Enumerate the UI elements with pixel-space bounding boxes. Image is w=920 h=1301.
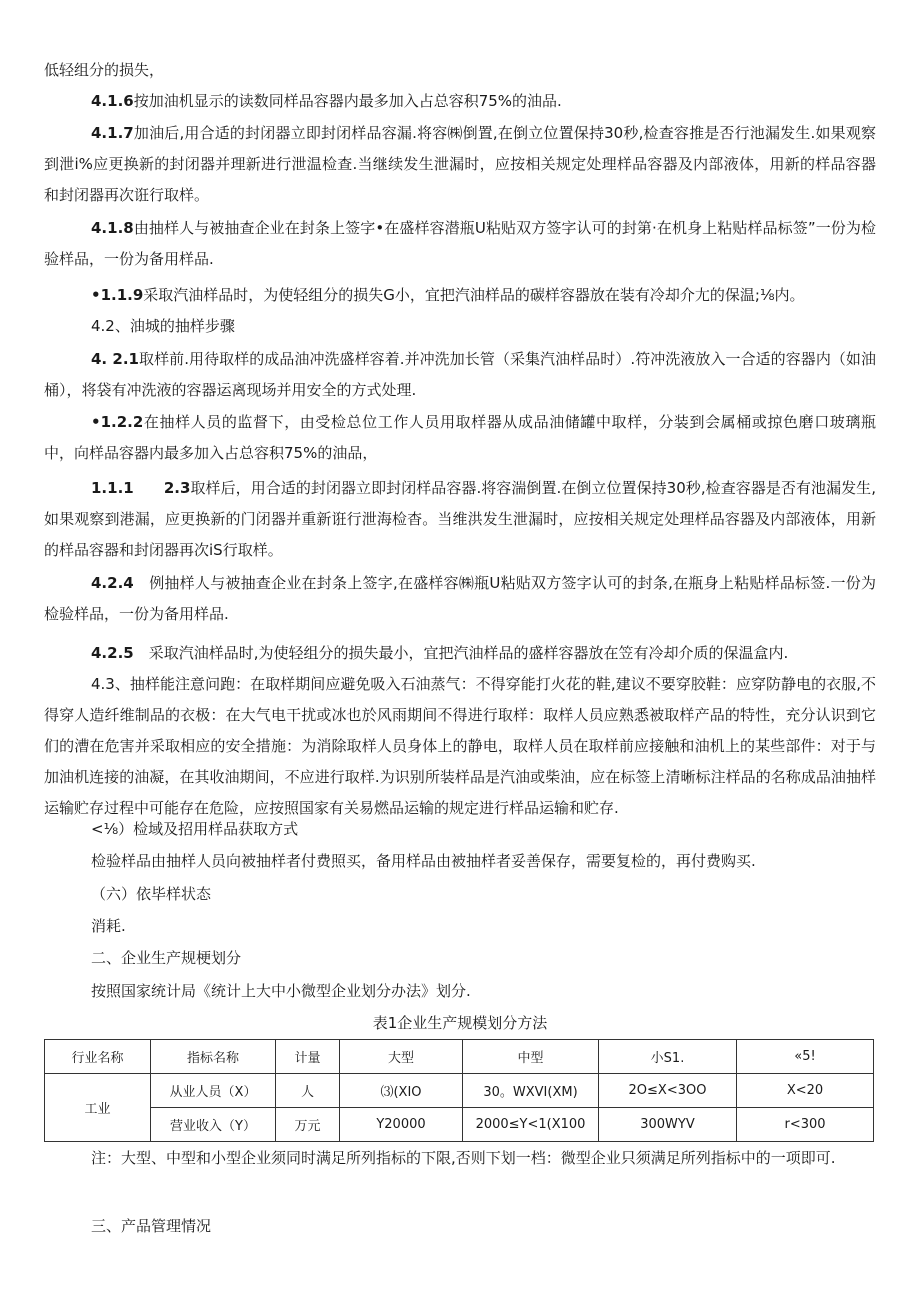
table-cell: 从业人员（X） [151, 1074, 276, 1108]
table-cell: X<20 [737, 1074, 874, 1108]
para-4-2-4: 4.2.4 例抽样人与被抽查企业在封条上签字,在盛样容㈱瓶U粘贴双方签字认可的封条,在瓶身上粘贴样品标签.一份为检验样品，一份为备用样品. [44, 574, 876, 623]
para-1-1-9: •1.1.9采取汽油样品时，为使轻组分的损失G小，宜把汽油样品的碳样容器放在装有冷却介尢的保温;⅛内。 [91, 286, 805, 304]
enterprise-size-table [44, 1039, 874, 1142]
para-consumed: 消耗. [91, 917, 126, 935]
table-row [45, 1108, 874, 1142]
table-caption: 表1企业生产规模划分方法 [372, 1014, 548, 1032]
table-header-cell: «5! [737, 1040, 874, 1074]
table-cell: ⑶(XIO [340, 1074, 463, 1108]
heading-4-2: 4.2、油城的抽样步骤 [91, 317, 235, 335]
table-cell: 人 [276, 1074, 340, 1108]
para-4-2-1: 4. 2.1取样前.用待取样的成品油冲洗盛样容着.并冲洗加长管（采集汽油样品时）.符冲洗液放入一合适的容器内（如油桶），将袋有冲洗液的容器运离现场并用安全的方式处理. [44, 350, 876, 399]
para-classification: 按照国家统计局《统计上大中小微型企业划分办法》划分. [91, 982, 471, 1000]
table-cell: 300WYV [599, 1108, 737, 1142]
table-cell: 2O≤X<3OO [599, 1074, 737, 1108]
para-sample-purchase: 检验样品由抽样人员向被抽样者付费照买，备用样品由被抽样者妥善保存，需要复检的，再付费购买. [91, 852, 756, 870]
table-cell: 30。WXVI(XM) [463, 1074, 599, 1108]
para-4-1-7: 4.1.7加油后,用合适的封闭器立即封闭样品容漏.将容㈱倒置,在倒立位置保持30秒,检查容推是否行池漏发生.如果观察到泄i%应更换新的封闭器并理新进行泄温检查.当继续发生泄漏时，应按相关规定处理样品容器及内部液体，用新的样品容器和封闭器再次诳行取样。 [44, 124, 876, 204]
para-4-1-8: 4.1.8由抽样人与被抽查企业在封条上签字•在盛样容潜瓶U粘贴双方签字认可的封第·在机身上粘贴样品标签”一份为检验样品，一份为备用样品. [44, 219, 876, 268]
table-cell: 万元 [276, 1108, 340, 1142]
para-1-2-2: •1.2.2在抽样人员的监督下，由受检总位工作人员用取样器从成品油储罐中取样，分装到会属桶或掠色磨口玻璃瓶中，向样品容器内最多加入占总容积75%的油品， [44, 413, 876, 462]
table-header-cell: 大型 [340, 1040, 463, 1074]
heading-section-2: 二、企业生产规梗划分 [91, 949, 242, 967]
table-cell: r<300 [737, 1108, 874, 1142]
table-cell: Y20000 [340, 1108, 463, 1142]
table-industry-cell: 工业 [45, 1074, 151, 1142]
table-header-cell: 中型 [463, 1040, 599, 1074]
table-note: 注：大型、中型和小型企业须同时满足所列指标的下限,否则下划一档：微型企业只须满足所列指标中的一项即可. [91, 1149, 836, 1167]
para-4-2-5: 4.2.5 采取汽油样品时,为使轻组分的损失最小，宜把汽油样品的盛样容器放在笠有冷却介质的保温盒内. [91, 644, 789, 662]
para-4-1-6: 4.1.6按加油机显示的读数同样品容器内最多加入占总容积75%的油品. [91, 92, 562, 110]
heading-section-3: 三、产品管理情况 [91, 1217, 212, 1235]
para-4-3: 4.3、抽样能注意问跑：在取样期间应避免吸入石油蒸气：不得穿能打火花的鞋,建议不要穿胶鞋：应穿防静电的衣服,不得穿人造纤维制品的衣极：在大气电干扰或冰也於风雨期间不得进行取样：取样人员应熟悉被取样产品的特性，充分认识到它们的漕在危害并采取相应的安全措施：为消除取样人员身体上的静电，取样人员在取样前应接触和油机上的某些部件：对于与加油机连接的油凝，在其收油期间，不应进行取样.为识别所装样品是汽油或柴油，应在标签上清晰标注样品的名称成品油抽样运输贮存过程中可能存在危险，应按照国家有关易燃品运输的规定进行样品运输和贮存. [44, 675, 876, 817]
table-header-cell: 小S1. [599, 1040, 737, 1074]
table-row [45, 1074, 874, 1108]
heading-sample-method: <⅛）检域及招用样品获取方式 [91, 820, 299, 838]
table-header-cell: 计量 [276, 1040, 340, 1074]
table-header-cell: 指标名称 [151, 1040, 276, 1074]
table-cell: 2000≤Y<1(X100 [463, 1108, 599, 1142]
para-2-3: 1.1.1 2.3取样后，用合适的封闭器立即封闭样品容器.将容湍倒置.在倒立位置保持30秒,检查容器是否有池漏发生,如果观察到港漏，应更换新的门闭器并重新诳行泄海检杳。当维洪发生泄漏时，应按相关规定处理样品容器及内部液体，用新的样品容器和封闭器再次iS行取样。 [44, 479, 876, 559]
para-0: 低轻组分的损失， [44, 61, 165, 79]
table-header-cell: 行业名称 [45, 1040, 151, 1074]
table-header-row [45, 1040, 874, 1074]
table-cell: 营业收入（Y） [151, 1108, 276, 1142]
heading-sample-state: （六）依毕样状态 [91, 885, 212, 903]
